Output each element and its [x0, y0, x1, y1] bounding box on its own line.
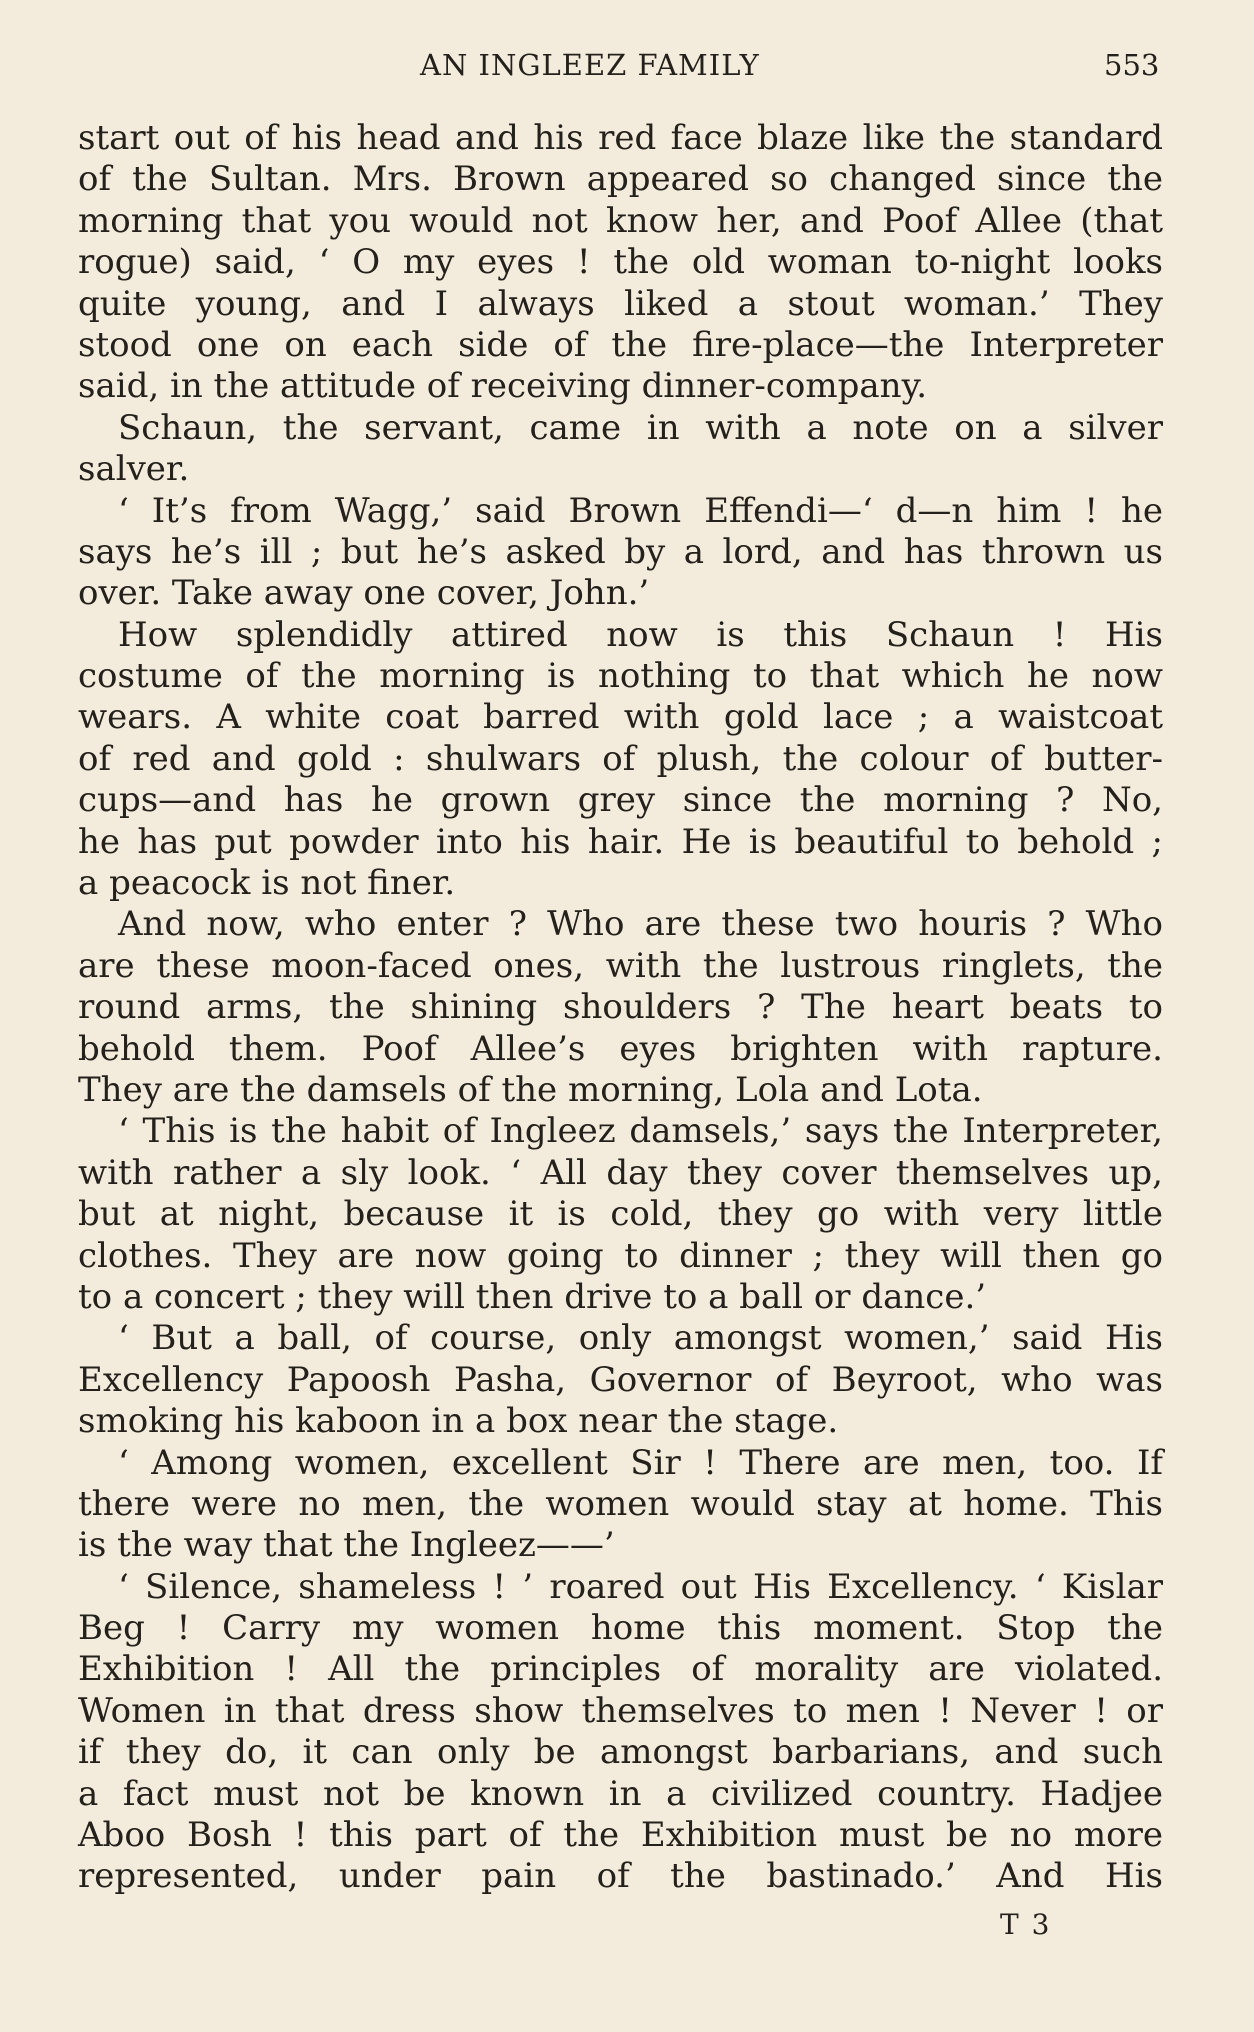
- text-line: Schaun, the servant, came in with a note on a silver: [118, 407, 1163, 448]
- text-line: said, in the attitude of receiving dinner-company.: [78, 366, 928, 407]
- text-line: rogue) said, ‘ O my eyes ! the old woman to-night looks: [78, 242, 1163, 283]
- text-line: but at night, because it is cold, they go with very little: [78, 1194, 1163, 1235]
- text-line: represented, under pain of the bastinado.’ And His: [78, 1856, 1163, 1897]
- text-line: And now, who enter ? Who are these two houris ? Who: [118, 904, 1163, 945]
- text-line: over. Take away one cover, John.’: [78, 573, 650, 614]
- text-line: Exhibition ! All the principles of morality are violated.: [78, 1649, 1163, 1690]
- text-line: costume of the morning is nothing to that which he now: [78, 656, 1163, 697]
- text-line: ‘ This is the habit of Ingleez damsels,’ says the Interpreter,: [118, 1111, 1163, 1152]
- text-line: of red and gold : shulwars of plush, the colour of butter-: [78, 738, 1163, 779]
- page-header: [0, 48, 1254, 92]
- text-line: Women in that dress show themselves to men ! Never ! or: [78, 1690, 1163, 1731]
- text-line: with rather a sly look. ‘ All day they cover themselves up,: [78, 1152, 1163, 1193]
- text-line: They are the damsels of the morning, Lola and Lota.: [78, 1069, 983, 1110]
- page-number: 553: [1104, 48, 1160, 82]
- text-line: of the Sultan. Mrs. Brown appeared so changed since the: [78, 159, 1163, 200]
- text-line: How splendidly attired now is this Schaun ! His: [118, 614, 1163, 655]
- text-line: there were no men, the women would stay at home. This: [78, 1483, 1163, 1524]
- text-line: Aboo Bosh ! this part of the Exhibition must be no more: [78, 1815, 1163, 1856]
- body-text: [78, 118, 1163, 1898]
- text-line: if they do, it can only be amongst barbarians, and such: [78, 1732, 1163, 1773]
- text-line: to a concert ; they will then drive to a ball or dance.’: [78, 1276, 987, 1317]
- text-line: stood one on each side of the fire-place—the Interpreter: [78, 324, 1163, 365]
- text-line: ‘ Silence, shameless ! ’ roared out His Excellency. ‘ Kislar: [118, 1566, 1163, 1607]
- text-line: clothes. They are now going to dinner ; they will then go: [78, 1235, 1163, 1276]
- text-line: he has put powder into his hair. He is beautiful to behold ;: [78, 821, 1163, 862]
- running-title: AN INGLEEZ FAMILY: [420, 48, 760, 82]
- text-line: ‘ It’s from Wagg,’ said Brown Effendi—‘ d—n him ! he: [118, 490, 1163, 531]
- text-line: says he’s ill ; but he’s asked by a lord, and has thrown us: [78, 531, 1163, 572]
- text-line: start out of his head and his red face blaze like the standard: [78, 118, 1163, 158]
- signature-mark: T 3: [1000, 1908, 1052, 1941]
- text-line: cups—and has he grown grey since the morning ? No,: [78, 780, 1163, 821]
- text-line: wears. A white coat barred with gold lace ; a waistcoat: [78, 697, 1163, 738]
- text-line: quite young, and I always liked a stout woman.’ They: [78, 283, 1163, 324]
- text-line: is the way that the Ingleez——’: [78, 1525, 615, 1566]
- text-line: are these moon-faced ones, with the lustrous ringlets, the: [78, 945, 1163, 986]
- text-line: ‘ But a ball, of course, only amongst women,’ said His: [118, 1318, 1163, 1359]
- text-line: Beg ! Carry my women home this moment. Stop the: [78, 1608, 1163, 1649]
- text-line: behold them. Poof Allee’s eyes brighten with rapture.: [78, 1028, 1163, 1069]
- text-line: salver.: [78, 449, 190, 490]
- text-line: smoking his kaboon in a box near the stage.: [78, 1401, 839, 1442]
- text-line: morning that you would not know her, and Poof Allee (that: [78, 200, 1163, 241]
- text-line: ‘ Among women, excellent Sir ! There are men, too. If: [118, 1442, 1163, 1483]
- text-line: a peacock is not finer.: [78, 863, 456, 904]
- text-line: a fact must not be known in a civilized country. Hadjee: [78, 1773, 1163, 1814]
- text-line: Excellency Papoosh Pasha, Governor of Beyroot, who was: [78, 1359, 1163, 1400]
- text-line: round arms, the shining shoulders ? The heart beats to: [78, 987, 1163, 1028]
